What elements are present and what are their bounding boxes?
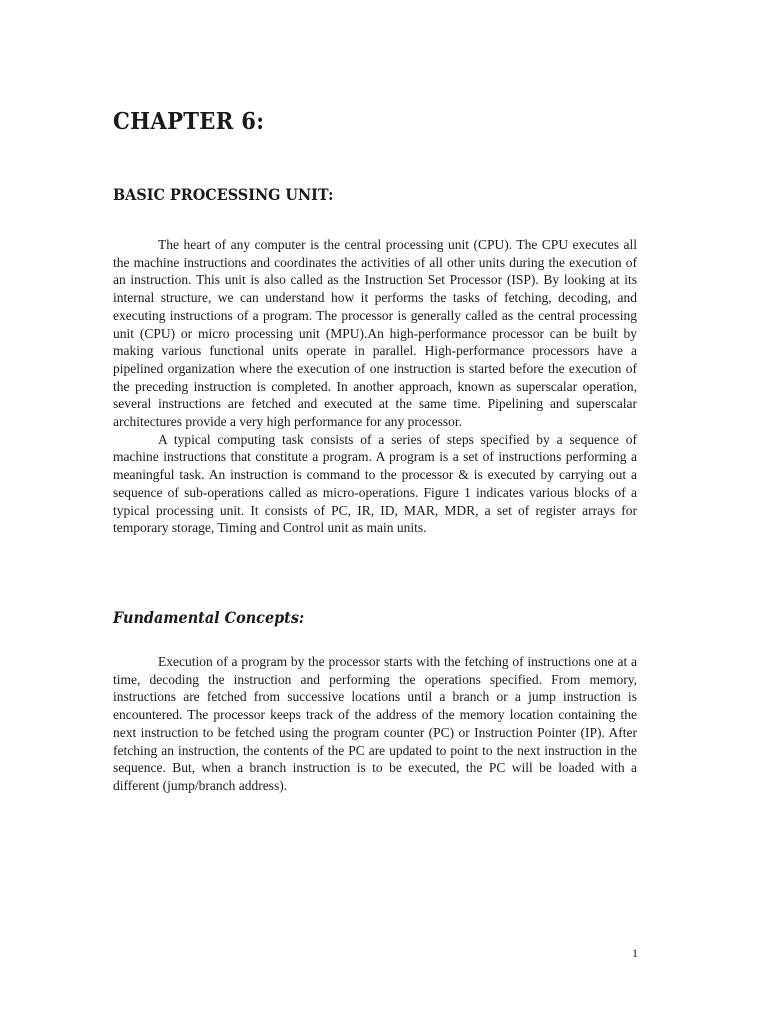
paragraph-computing-task: A typical computing task consists of a series of steps specified by a sequence of machine instructions that constitute a program. A program is a set of instructions performing a meaningful task. An instruction is command to the processor & is executed by carrying out a sequence of sub-operations called as micro-operations. Figure 1 indicates various blocks of a typical processing unit. It consists of PC, IR, ID, MAR, MDR, a set of register arrays for temporary storage, Timing and Control unit as main units.: [113, 431, 637, 536]
intro-text-block: [113, 236, 637, 537]
paragraph-program-execution: Execution of a program by the processor starts with the fetching of instructions one at a time, decoding the instruction and performing the operations specified. From memory, instructions are fetched from successive locations until a branch or a jump instruction is encountered. The processor keeps track of the address of the memory location containing the next instruction to be fetched using the program counter (PC) or Instruction Pointer (IP). After fetching an instruction, the contents of the PC are updated to point to the next instruction in the sequence. But, when a branch instruction is to be executed, the PC will be loaded with a different (jump/branch address).: [113, 654, 637, 793]
concepts-text-block: [113, 653, 637, 795]
subsection-title: Fundamental Concepts:: [113, 608, 305, 627]
section-title: BASIC PROCESSING UNIT:: [113, 185, 334, 204]
paragraph-cpu-overview: The heart of any computer is the central processing unit (CPU). The CPU executes all the machine instructions and coordinates the activities of all other units during the execution of an instruction. This unit is also called as the Instruction Set Processor (ISP). By looking at its internal structure, we can understand how it performs the tasks of fetching, decoding, and executing instructions of a program. The processor is generally called as the central processing unit (CPU) or micro processing unit (MPU).An high-performance processor can be built by making various functional units operate in parallel. High-performance processors have a pipelined organization where the execution of one instruction is started before the execution of the preceding instruction is completed. In another approach, known as superscalar operation, several instructions are fetched and executed at the same time. Pipelining and superscalar architectures provide a very high performance for any processor.: [113, 237, 637, 430]
page-number: 1: [632, 946, 638, 960]
chapter-title: CHAPTER 6:: [113, 108, 265, 135]
